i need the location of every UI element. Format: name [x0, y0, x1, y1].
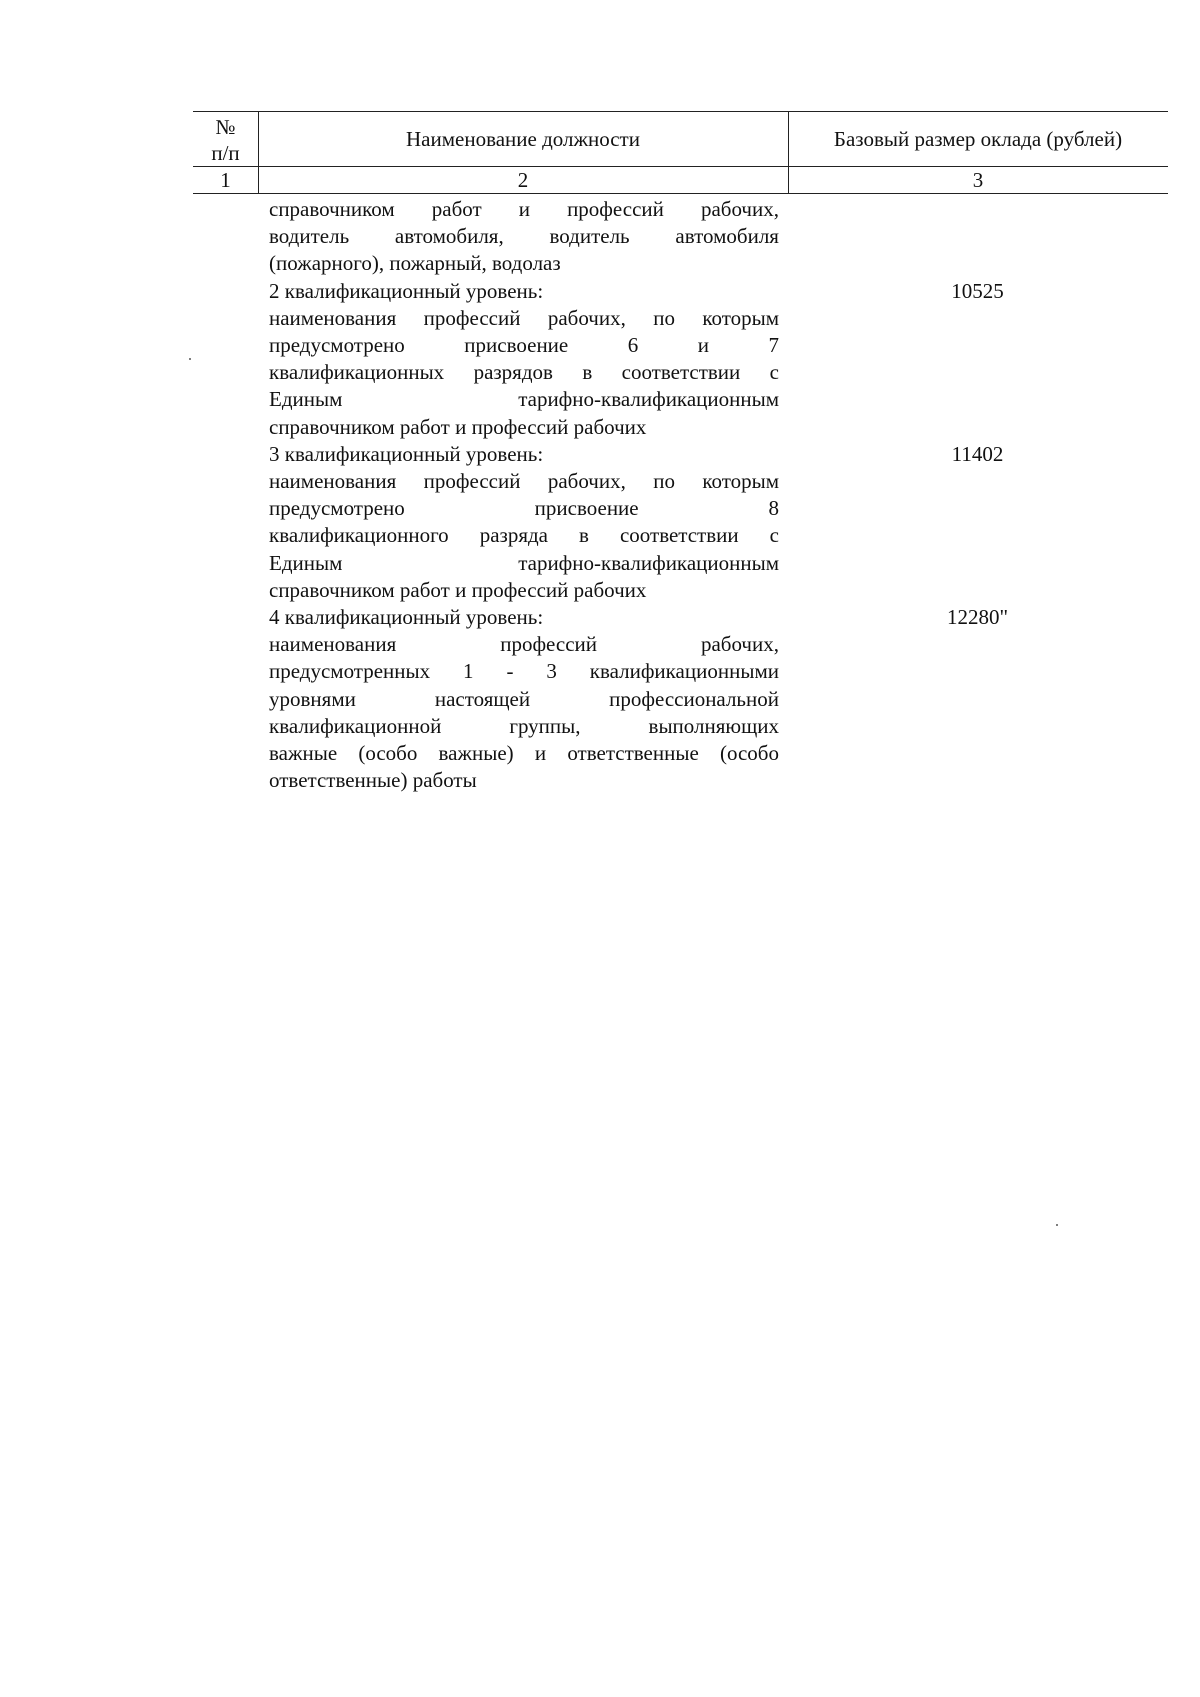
position-description-line: [269, 713, 779, 740]
description-word: работ: [431, 197, 482, 221]
description-word: водитель: [549, 224, 630, 249]
description-word: автомобиля,: [394, 224, 504, 249]
description-word: предусмотрено: [269, 333, 405, 357]
description-word: квалификационного: [269, 523, 449, 548]
description-word: разрядов: [473, 360, 553, 385]
description-word: 8: [768, 496, 779, 521]
description-word: 6: [627, 333, 639, 357]
description-word: профессий: [500, 632, 598, 657]
position-description-line: [269, 631, 779, 658]
table-top-border: [193, 111, 1168, 112]
description-word: автомобиля: [675, 224, 779, 249]
description-word: (особо: [358, 741, 418, 765]
description-word: группы,: [509, 713, 581, 738]
description-word: 3: [546, 659, 557, 684]
description-word: важные: [269, 741, 338, 765]
description-word: и: [534, 741, 547, 765]
column-number-2: 2: [517, 168, 529, 192]
description-word: Единым: [269, 550, 343, 575]
position-description-line: [269, 223, 779, 250]
description-word: по: [653, 305, 675, 330]
description-word: настоящей: [434, 686, 531, 711]
description-word: тарифно-квалификационным: [518, 550, 779, 575]
position-description-line: (пожарного), пожарный, водолаз: [269, 251, 561, 276]
description-word: которым: [702, 469, 779, 493]
description-word: с: [769, 360, 779, 385]
base-salary-value: 12280": [946, 605, 1009, 629]
header-base-salary: Базовый размер оклада (рублей): [833, 127, 1123, 151]
description-word: рабочих,: [547, 305, 626, 330]
description-word: тарифно-квалификационным: [518, 387, 779, 412]
base-salary-value: 10525: [951, 278, 1004, 303]
description-word: Единым: [269, 387, 343, 412]
description-word: присвоение: [464, 333, 569, 357]
description-word: по: [653, 469, 675, 493]
description-word: предусмотрено: [269, 496, 405, 521]
description-word: в: [579, 523, 589, 548]
description-word: квалификационными: [589, 659, 779, 684]
position-description-line: [269, 468, 779, 495]
position-description-line: [269, 196, 779, 223]
description-word: уровнями: [269, 686, 356, 711]
description-word: выполняющих: [648, 713, 779, 738]
position-description-line: 3 квалификационный уровень:: [269, 441, 544, 466]
description-word: квалификационной: [269, 713, 442, 738]
description-word: в: [582, 360, 593, 385]
position-description-line: [269, 495, 779, 522]
position-description-line: [269, 686, 779, 713]
table-numbering-divider: [193, 193, 1168, 194]
description-word: квалификационных: [269, 360, 445, 385]
position-description-line: справочником работ и профессий рабочих: [269, 577, 647, 602]
description-word: которым: [702, 305, 779, 330]
position-description-line: [269, 522, 779, 549]
description-word: наименования: [269, 632, 397, 657]
scan-speck: [1056, 1224, 1058, 1226]
base-salary-value: 11402: [951, 441, 1004, 466]
description-word: соответствии: [621, 360, 741, 385]
scan-speck: [189, 358, 191, 360]
header-number-sign: №: [215, 115, 236, 139]
position-description-line: [269, 740, 779, 767]
description-word: -: [506, 659, 514, 684]
description-word: водитель: [269, 224, 350, 249]
column-number-1: 1: [220, 168, 231, 192]
description-word: наименования: [269, 469, 397, 493]
description-word: рабочих,: [547, 469, 626, 493]
description-word: профессий: [423, 305, 521, 330]
description-word: ответственные: [567, 741, 699, 765]
description-word: 7: [768, 333, 779, 357]
position-description-line: 4 квалификационный уровень:: [269, 605, 544, 629]
position-description-line: [269, 332, 779, 359]
position-description-line: [269, 386, 779, 413]
description-word: профессиональной: [609, 686, 779, 711]
description-word: присвоение: [534, 496, 639, 521]
description-word: с: [769, 523, 779, 548]
position-description-line: [269, 359, 779, 386]
description-word: справочником: [269, 197, 395, 221]
position-description-line: [269, 305, 779, 332]
description-word: и: [697, 333, 709, 357]
description-word: рабочих,: [700, 197, 779, 221]
header-row-index-label: п/п: [211, 141, 240, 165]
description-word: 1: [463, 659, 474, 684]
position-description-line: [269, 550, 779, 577]
position-description-line: [269, 658, 779, 685]
description-word: профессий: [567, 197, 664, 221]
description-word: важные): [438, 741, 514, 765]
column-number-3: 3: [972, 168, 984, 192]
position-description-line: 2 квалификационный уровень:: [269, 278, 544, 303]
description-word: разряда: [479, 523, 548, 548]
description-word: (особо: [719, 741, 779, 765]
description-word: рабочих,: [700, 632, 779, 657]
description-word: соответствии: [619, 523, 739, 548]
position-description-line: справочником работ и профессий рабочих: [269, 414, 647, 439]
position-description-line: ответственные) работы: [269, 768, 477, 793]
description-word: предусмотренных: [269, 659, 431, 684]
description-word: профессий: [423, 469, 521, 493]
description-word: наименования: [269, 305, 397, 330]
description-word: и: [518, 197, 530, 221]
table-header-divider: [193, 166, 1168, 167]
header-position-name: Наименование должности: [406, 127, 640, 151]
